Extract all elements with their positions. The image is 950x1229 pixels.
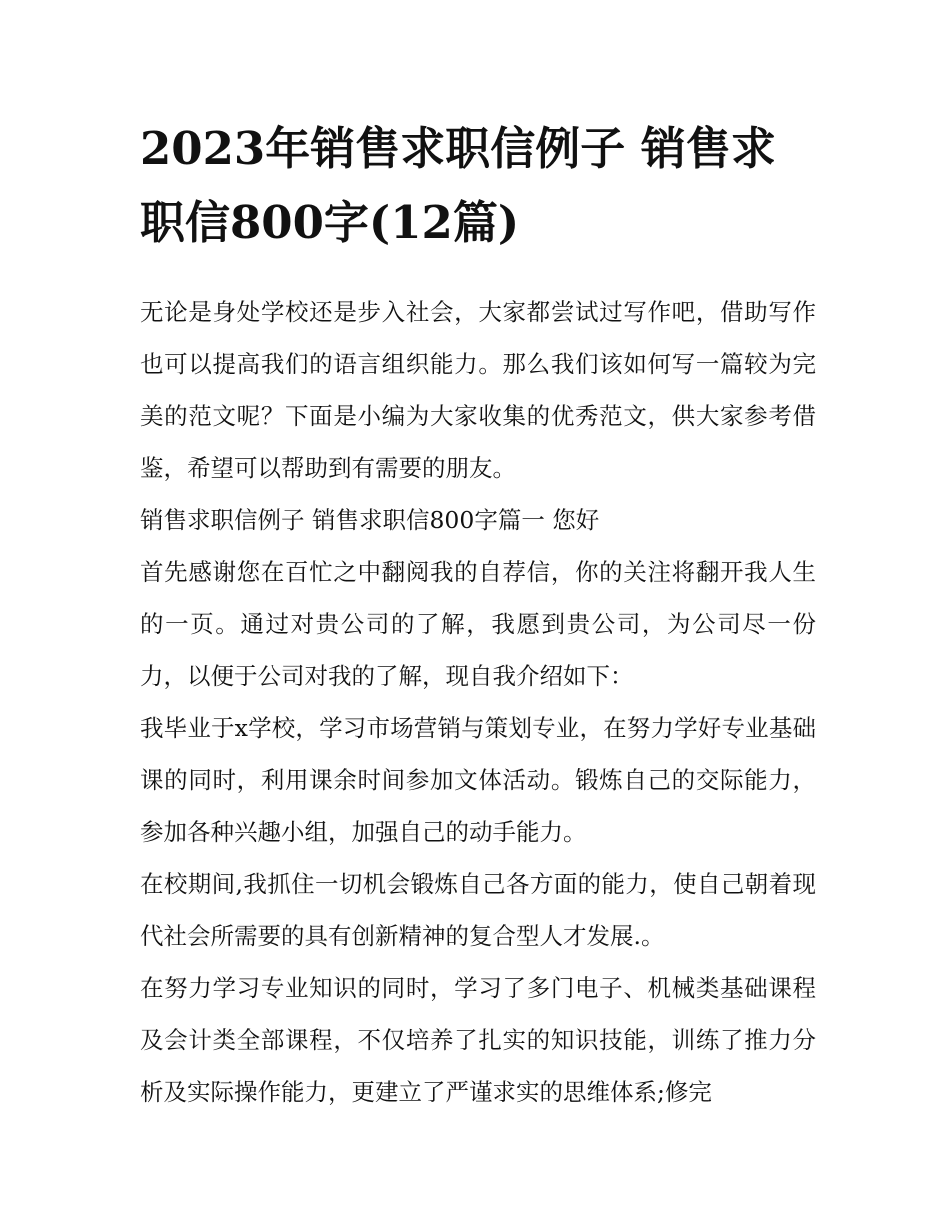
body-paragraph-gratitude: 首先感谢您在百忙之中翻阅我的自荐信，你的关注将翻开我人生的一页。通过对贵公司的了解，我愿到贵公司，为公司尽一份力，以便于公司对我的了解，现自我介绍如下： [140,558,816,690]
intro-paragraph: 无论是身处学校还是步入社会，大家都尝试过写作吧，借助写作也可以提高我们的语言组织能力。那么我们该如何写一篇较为完美的范文呢？下面是小编为大家收集的优秀范文，供大家参考借鉴，希望可以帮助到有需要的朋友。 [140,298,816,482]
section-heading: 销售求职信例子 销售求职信800字篇一 您好 [140,506,600,534]
document-title: 2023年销售求职信例子 销售求职信800字(12篇) [140,122,776,249]
body-paragraph-education: 我毕业于x学校，学习市场营销与策划专业，在努力学好专业基础课的同时，利用课余时间参加文体活动。锻炼自己的交际能力，参加各种兴趣小组，加强自己的动手能力。 [140,714,816,846]
body-paragraph-campus: 在校期间,我抓住一切机会锻炼自己各方面的能力，使自己朝着现代社会所需要的具有创新精神的复合型人才发展.。 [140,870,816,950]
body-paragraph-studies: 在努力学习专业知识的同时，学习了多门电子、机械类基础课程及会计类全部课程，不仅培养了扎实的知识技能，训练了推力分析及实际操作能力，更建立了严谨求实的思维体系;修完 [140,974,816,1106]
document-page [140,112,816,1118]
